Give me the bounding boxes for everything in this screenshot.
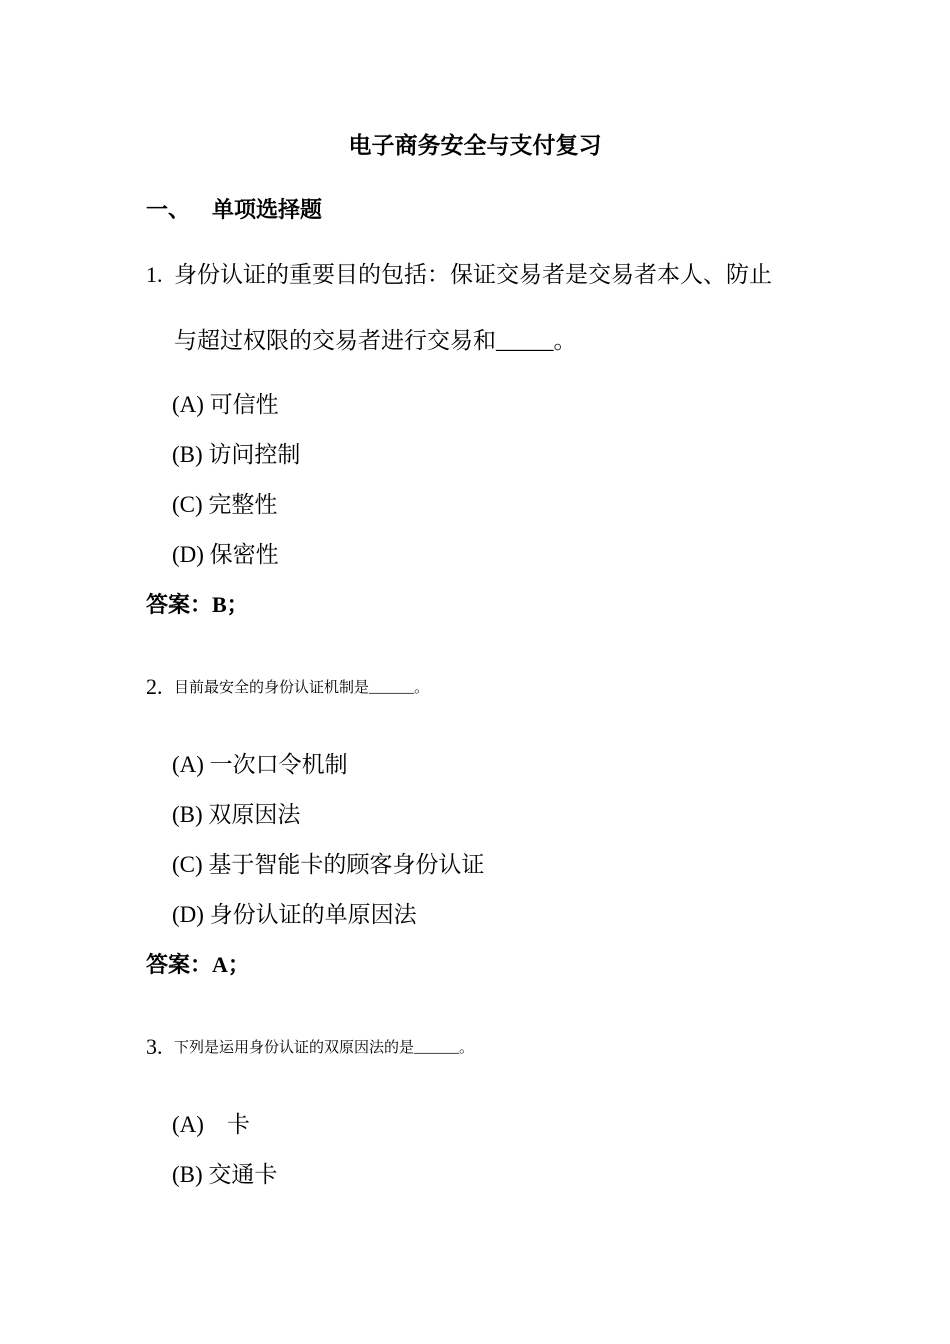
question-1-answer: 答案：B； — [146, 592, 249, 617]
question-1-option-c: (C) 完整性 — [172, 492, 278, 517]
question-2-option-a: (A) 一次口令机制 — [172, 752, 348, 777]
document-title: 电子商务安全与支付复习 — [348, 133, 602, 158]
question-2-option-c: (C) 基于智能卡的顾客身份认证 — [172, 852, 485, 877]
question-2-option-d: (D) 身份认证的单原因法 — [172, 902, 417, 927]
question-2-number: 2. — [146, 674, 163, 699]
question-2-answer: 答案：A； — [146, 952, 250, 977]
question-1-number: 1. — [146, 262, 163, 287]
question-3-text: 下列是运用身份认证的双原因法的是______。 — [174, 1040, 475, 1056]
section-number: 一、 — [146, 197, 191, 222]
question-1-option-d: (D) 保密性 — [172, 542, 279, 567]
question-1-text-line2: 与超过权限的交易者进行交易和_____。 — [174, 328, 577, 353]
question-1-option-b: (B) 访问控制 — [172, 442, 301, 467]
question-2-option-b: (B) 双原因法 — [172, 802, 301, 827]
question-3-option-b: (B) 交通卡 — [172, 1162, 278, 1187]
question-3-number: 3. — [146, 1034, 163, 1059]
question-1-option-a: (A) 可信性 — [172, 392, 279, 417]
section-title: 单项选择题 — [212, 197, 323, 222]
question-2-text: 目前最安全的身份认证机制是______。 — [174, 680, 430, 696]
question-3-option-a: (A) 卡 — [172, 1112, 250, 1137]
question-1-text-line1: 身份认证的重要目的包括：保证交易者是交易者本人、防止 — [174, 262, 772, 287]
